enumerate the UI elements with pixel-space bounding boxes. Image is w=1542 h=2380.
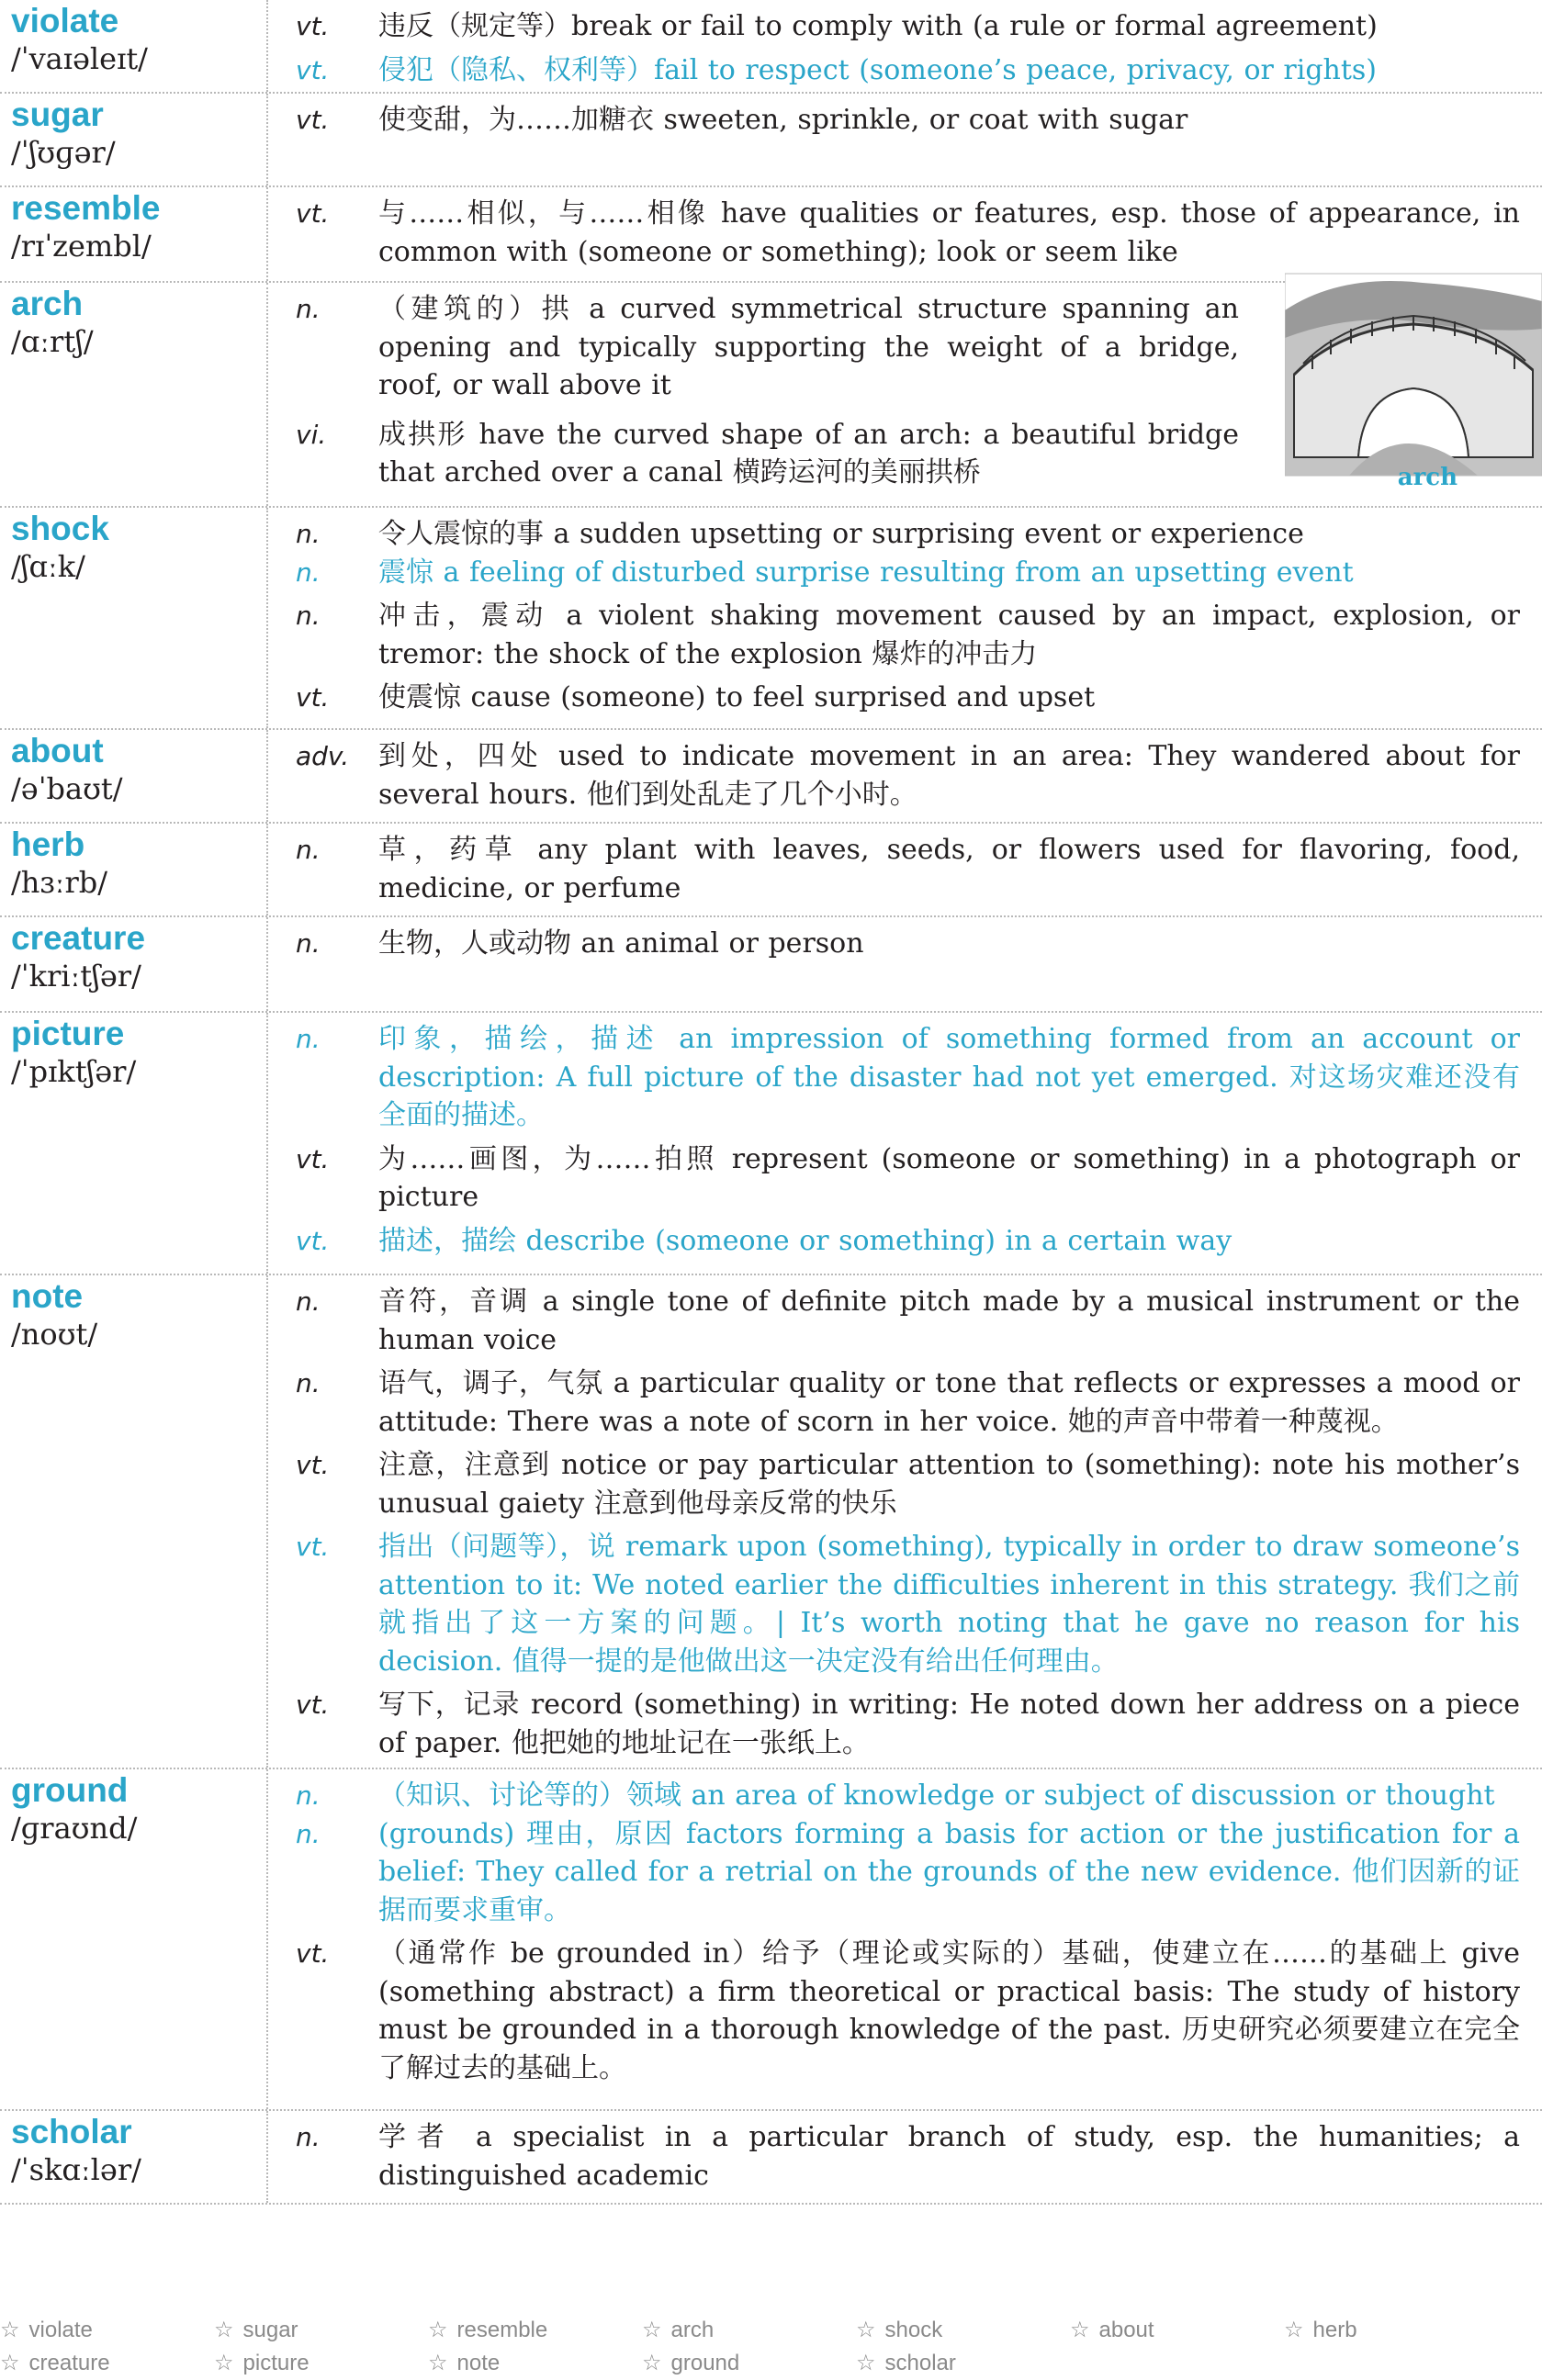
headword: violate	[11, 2, 119, 39]
sense	[268, 1283, 1520, 1359]
sense	[268, 7, 1520, 46]
part-of-speech: n.	[296, 294, 321, 324]
review-item[interactable]	[1284, 2314, 1498, 2347]
sense	[268, 101, 1520, 140]
headword: note	[11, 1277, 84, 1315]
review-word: arch	[670, 2318, 715, 2342]
review-item[interactable]	[1070, 2314, 1284, 2347]
sense-list	[268, 824, 1542, 915]
star-outline-icon: ☆	[0, 2318, 20, 2342]
part-of-speech: n.	[296, 928, 321, 959]
headword: sugar	[11, 95, 104, 133]
definition: 生物，人或动物 an animal or person	[378, 927, 864, 960]
phonetic: /noʊt/	[11, 1317, 98, 1352]
part-of-speech: vt.	[296, 1225, 330, 1256]
review-item[interactable]	[214, 2314, 428, 2347]
entry-sugar	[0, 94, 1542, 187]
headword-column	[0, 917, 268, 1011]
arch-bridge-illustration	[1285, 262, 1542, 488]
headword: herb	[11, 825, 85, 863]
entry-ground	[0, 1769, 1542, 2111]
sense-list	[268, 1275, 1542, 1768]
definition: （建筑的）拱 a curved symmetrical structure spanning an opening and typically supporting the weight of a bridge, roof, or wall above it	[378, 293, 1239, 401]
phonetic: /hɜːrb/	[11, 865, 108, 900]
sense	[268, 195, 1520, 271]
part-of-speech: n.	[296, 1368, 321, 1398]
entry-violate	[0, 0, 1542, 94]
sense	[268, 679, 1520, 717]
entry-scholar	[0, 2111, 1542, 2205]
sense	[268, 597, 1520, 673]
review-item[interactable]	[856, 2314, 1070, 2347]
sense-list	[268, 94, 1542, 185]
review-item[interactable]	[0, 2314, 214, 2347]
sense-highlighted	[268, 1777, 1520, 1815]
review-row	[0, 2314, 1542, 2347]
review-word: violate	[28, 2318, 93, 2342]
part-of-speech: n.	[296, 519, 321, 549]
definition: 写下，记录 record (something) in writing: He noted down her address on a piece of paper. 他把她的地址记在一张纸上。	[378, 1689, 1520, 1759]
part-of-speech: adv.	[296, 741, 350, 771]
phonetic: /əˈbaʊt/	[11, 771, 123, 806]
definition: 使变甜，为……加糖衣 sweeten, sprinkle, or coat with sugar	[378, 104, 1188, 136]
headword-column	[0, 1013, 268, 1274]
part-of-speech: vt.	[296, 1938, 330, 1969]
part-of-speech: n.	[296, 2122, 321, 2152]
definition: 学者 a specialist in a particular branch of study, esp. the humanities; a distinguished academic	[378, 2121, 1520, 2192]
definition: 为……画图，为……拍照 represent (someone or something) in a photograph or picture	[378, 1142, 1520, 1213]
headword-column	[0, 0, 268, 92]
sense-list	[268, 2111, 1542, 2203]
sense	[268, 925, 1520, 963]
definition: 使震惊 cause (someone) to feel surprised and upset	[378, 681, 1096, 713]
part-of-speech: vt.	[296, 11, 330, 41]
part-of-speech: vi.	[296, 419, 327, 450]
definition: 草，药草 any plant with leaves, seeds, or flowers used for flavoring, food, medicine, or perfume	[378, 834, 1520, 904]
star-outline-icon: ☆	[214, 2318, 234, 2342]
sense-list	[268, 0, 1542, 92]
part-of-speech: vt.	[296, 1532, 330, 1562]
part-of-speech: vt.	[296, 1690, 330, 1720]
review-word: about	[1098, 2318, 1154, 2342]
headword: creature	[11, 919, 146, 957]
entry-herb	[0, 824, 1542, 917]
arch-image-caption: arch	[1397, 464, 1458, 491]
review-word: ground	[670, 2351, 740, 2375]
definition: 音符，音调 a single tone of definite pitch made by a musical instrument or the human voice	[378, 1285, 1520, 1356]
phonetic: /ɑːrtʃ/	[11, 324, 94, 359]
headword: about	[11, 732, 104, 769]
review-word: sugar	[242, 2318, 298, 2342]
phonetic: /ɡraʊnd/	[11, 1811, 138, 1846]
definition: 成拱形 have the curved shape of an arch: a beautiful bridge that arched over a canal 横跨运河的美丽拱桥	[378, 418, 1239, 488]
review-word: creature	[28, 2351, 110, 2375]
headword-column	[0, 94, 268, 185]
definition: 指出（问题等），说 remark upon (something), typically in order to draw someone’s attention to it: We noted earlier the difficulties inherent in this strategy. 我们之前就指出了这一方案的问题。| It’s worth noting that he gave no reason for his decision. 值得一提的是他做出这一决定没有给出任何理由。	[378, 1531, 1520, 1678]
part-of-speech: vt.	[296, 1143, 330, 1174]
sense	[268, 1686, 1520, 1762]
headword: ground	[11, 1771, 129, 1809]
review-word: scholar	[884, 2351, 956, 2375]
headword-column	[0, 1769, 268, 2109]
definition: 震惊 a feeling of disturbed surprise resulting from an upsetting event	[378, 556, 1354, 589]
headword: arch	[11, 285, 84, 322]
sense-highlighted	[268, 1020, 1520, 1135]
star-outline-icon: ☆	[642, 2318, 662, 2342]
review-word: note	[456, 2351, 501, 2375]
star-outline-icon: ☆	[0, 2351, 20, 2375]
star-outline-icon: ☆	[214, 2351, 234, 2375]
sense	[268, 831, 1520, 907]
entry-shock	[0, 508, 1542, 730]
part-of-speech: vt.	[296, 105, 330, 135]
sense	[268, 1935, 1520, 2087]
part-of-speech: n.	[296, 1818, 321, 1849]
part-of-speech: n.	[296, 835, 321, 865]
headword-column	[0, 187, 268, 281]
star-outline-icon: ☆	[428, 2351, 448, 2375]
headword: shock	[11, 510, 109, 547]
part-of-speech: vt.	[296, 1450, 330, 1480]
definition: (grounds) 理由，原因 factors forming a basis for action or the justification for a belief: They called for a retrial on the grounds of the new evidence. 他们因新的证据而要求重审。	[378, 1817, 1520, 1926]
review-checklist	[0, 2314, 1542, 2380]
phonetic: /ˈpɪktʃər/	[11, 1054, 137, 1089]
review-word: resemble	[456, 2318, 548, 2342]
headword-column	[0, 2111, 268, 2203]
headword: resemble	[11, 189, 161, 227]
phonetic: /ˈskɑːlər/	[11, 2152, 141, 2187]
sense-list	[268, 1769, 1542, 2109]
sense-highlighted	[268, 554, 1520, 592]
phonetic: /ˈkriːtʃər/	[11, 959, 141, 994]
sense	[268, 515, 1520, 554]
part-of-speech: n.	[296, 1286, 321, 1317]
star-outline-icon: ☆	[1070, 2318, 1090, 2342]
entry-picture	[0, 1013, 1542, 1275]
headword-column	[0, 1275, 268, 1768]
definition: 侵犯（隐私、权利等）fail to respect (someone’s peace, privacy, or rights)	[378, 53, 1378, 86]
headword-column	[0, 730, 268, 822]
star-outline-icon: ☆	[856, 2318, 876, 2342]
star-outline-icon: ☆	[856, 2351, 876, 2375]
part-of-speech: vt.	[296, 54, 330, 85]
definition: 印象，描绘，描述 an impression of something formed from an account or description: A full picture of the disaster had not yet emerged. 对这场灾难还没有全面的描述。	[378, 1023, 1520, 1131]
star-outline-icon: ☆	[428, 2318, 448, 2342]
definition: 与……相似，与……相像 have qualities or features, esp. those of appearance, in common with (someone or something); look or seem like	[378, 197, 1520, 268]
phonetic: /ʃɑːk/	[11, 549, 85, 584]
definition: （知识、讨论等的）领域 an area of knowledge or subject of discussion or thought	[378, 1779, 1495, 1812]
definition: （通常作 be grounded in）给予（理论或实际的）基础，使建立在……的基础上 give (something abstract) a firm theoretical or practical basis: The study of history must be grounded in a thorough knowledge of the past. 历史研究必须要建立在完全了解过去的基础上。	[378, 1937, 1520, 2084]
definition: 描述，描绘 describe (someone or something) in a certain way	[378, 1224, 1232, 1257]
headword-column	[0, 283, 268, 506]
sense-list	[268, 917, 1542, 1011]
star-outline-icon: ☆	[1284, 2318, 1304, 2342]
part-of-speech: n.	[296, 556, 321, 588]
sense-list	[268, 1013, 1542, 1274]
sense-highlighted	[268, 1528, 1520, 1680]
headword-column	[0, 508, 268, 728]
phonetic: /ˈʃʊɡər/	[11, 135, 116, 170]
part-of-speech: n.	[296, 1024, 321, 1054]
definition: 冲击，震动 a violent shaking movement caused by an impact, explosion, or tremor: the shock of the explosion 爆炸的冲击力	[378, 600, 1520, 670]
phonetic: /ˈvaɪəleɪt/	[11, 41, 148, 76]
sense	[268, 1446, 1520, 1522]
review-word: herb	[1312, 2318, 1357, 2342]
definition: 到处，四处 used to indicate movement in an area: They wandered about for several hours. 他们到处乱走了几个小时。	[378, 740, 1520, 811]
entry-creature	[0, 917, 1542, 1013]
part-of-speech: vt.	[296, 198, 330, 229]
sense-list	[268, 730, 1542, 822]
definition: 违反（规定等）break or fail to comply with (a rule or formal agreement)	[378, 10, 1378, 42]
star-outline-icon: ☆	[642, 2351, 662, 2375]
review-item[interactable]	[428, 2314, 642, 2347]
sense-highlighted	[268, 1222, 1520, 1261]
sense-list	[268, 508, 1542, 728]
review-item[interactable]	[642, 2314, 856, 2347]
part-of-speech: n.	[296, 1780, 321, 1811]
part-of-speech: n.	[296, 601, 321, 631]
sense	[268, 416, 1239, 492]
entry-about	[0, 730, 1542, 824]
sense	[268, 1140, 1520, 1217]
definition: 语气，调子，气氛 a particular quality or tone that reflects or expresses a mood or attitude: There was a note of scorn in her voice. 她的声音中带着一种蔑视。	[378, 1367, 1520, 1438]
entry-note	[0, 1275, 1542, 1769]
sense-highlighted	[268, 51, 1520, 90]
part-of-speech: vt.	[296, 682, 330, 713]
definition: 注意，注意到 notice or pay particular attention to (something): note his mother’s unusual gaiety 注意到他母亲反常的快乐	[378, 1449, 1520, 1520]
sense-highlighted	[268, 1815, 1520, 1930]
headword: scholar	[11, 2113, 132, 2150]
review-word: picture	[242, 2351, 310, 2375]
sense	[268, 737, 1520, 814]
definition: 令人震惊的事 a sudden upsetting or surprising event or experience	[378, 518, 1304, 550]
review-word: shock	[884, 2318, 943, 2342]
sense	[268, 2118, 1520, 2195]
sense	[268, 290, 1239, 405]
headword-column	[0, 824, 268, 915]
sense	[268, 1364, 1520, 1441]
headword: picture	[11, 1015, 125, 1052]
phonetic: /rɪˈzembl/	[11, 229, 152, 264]
